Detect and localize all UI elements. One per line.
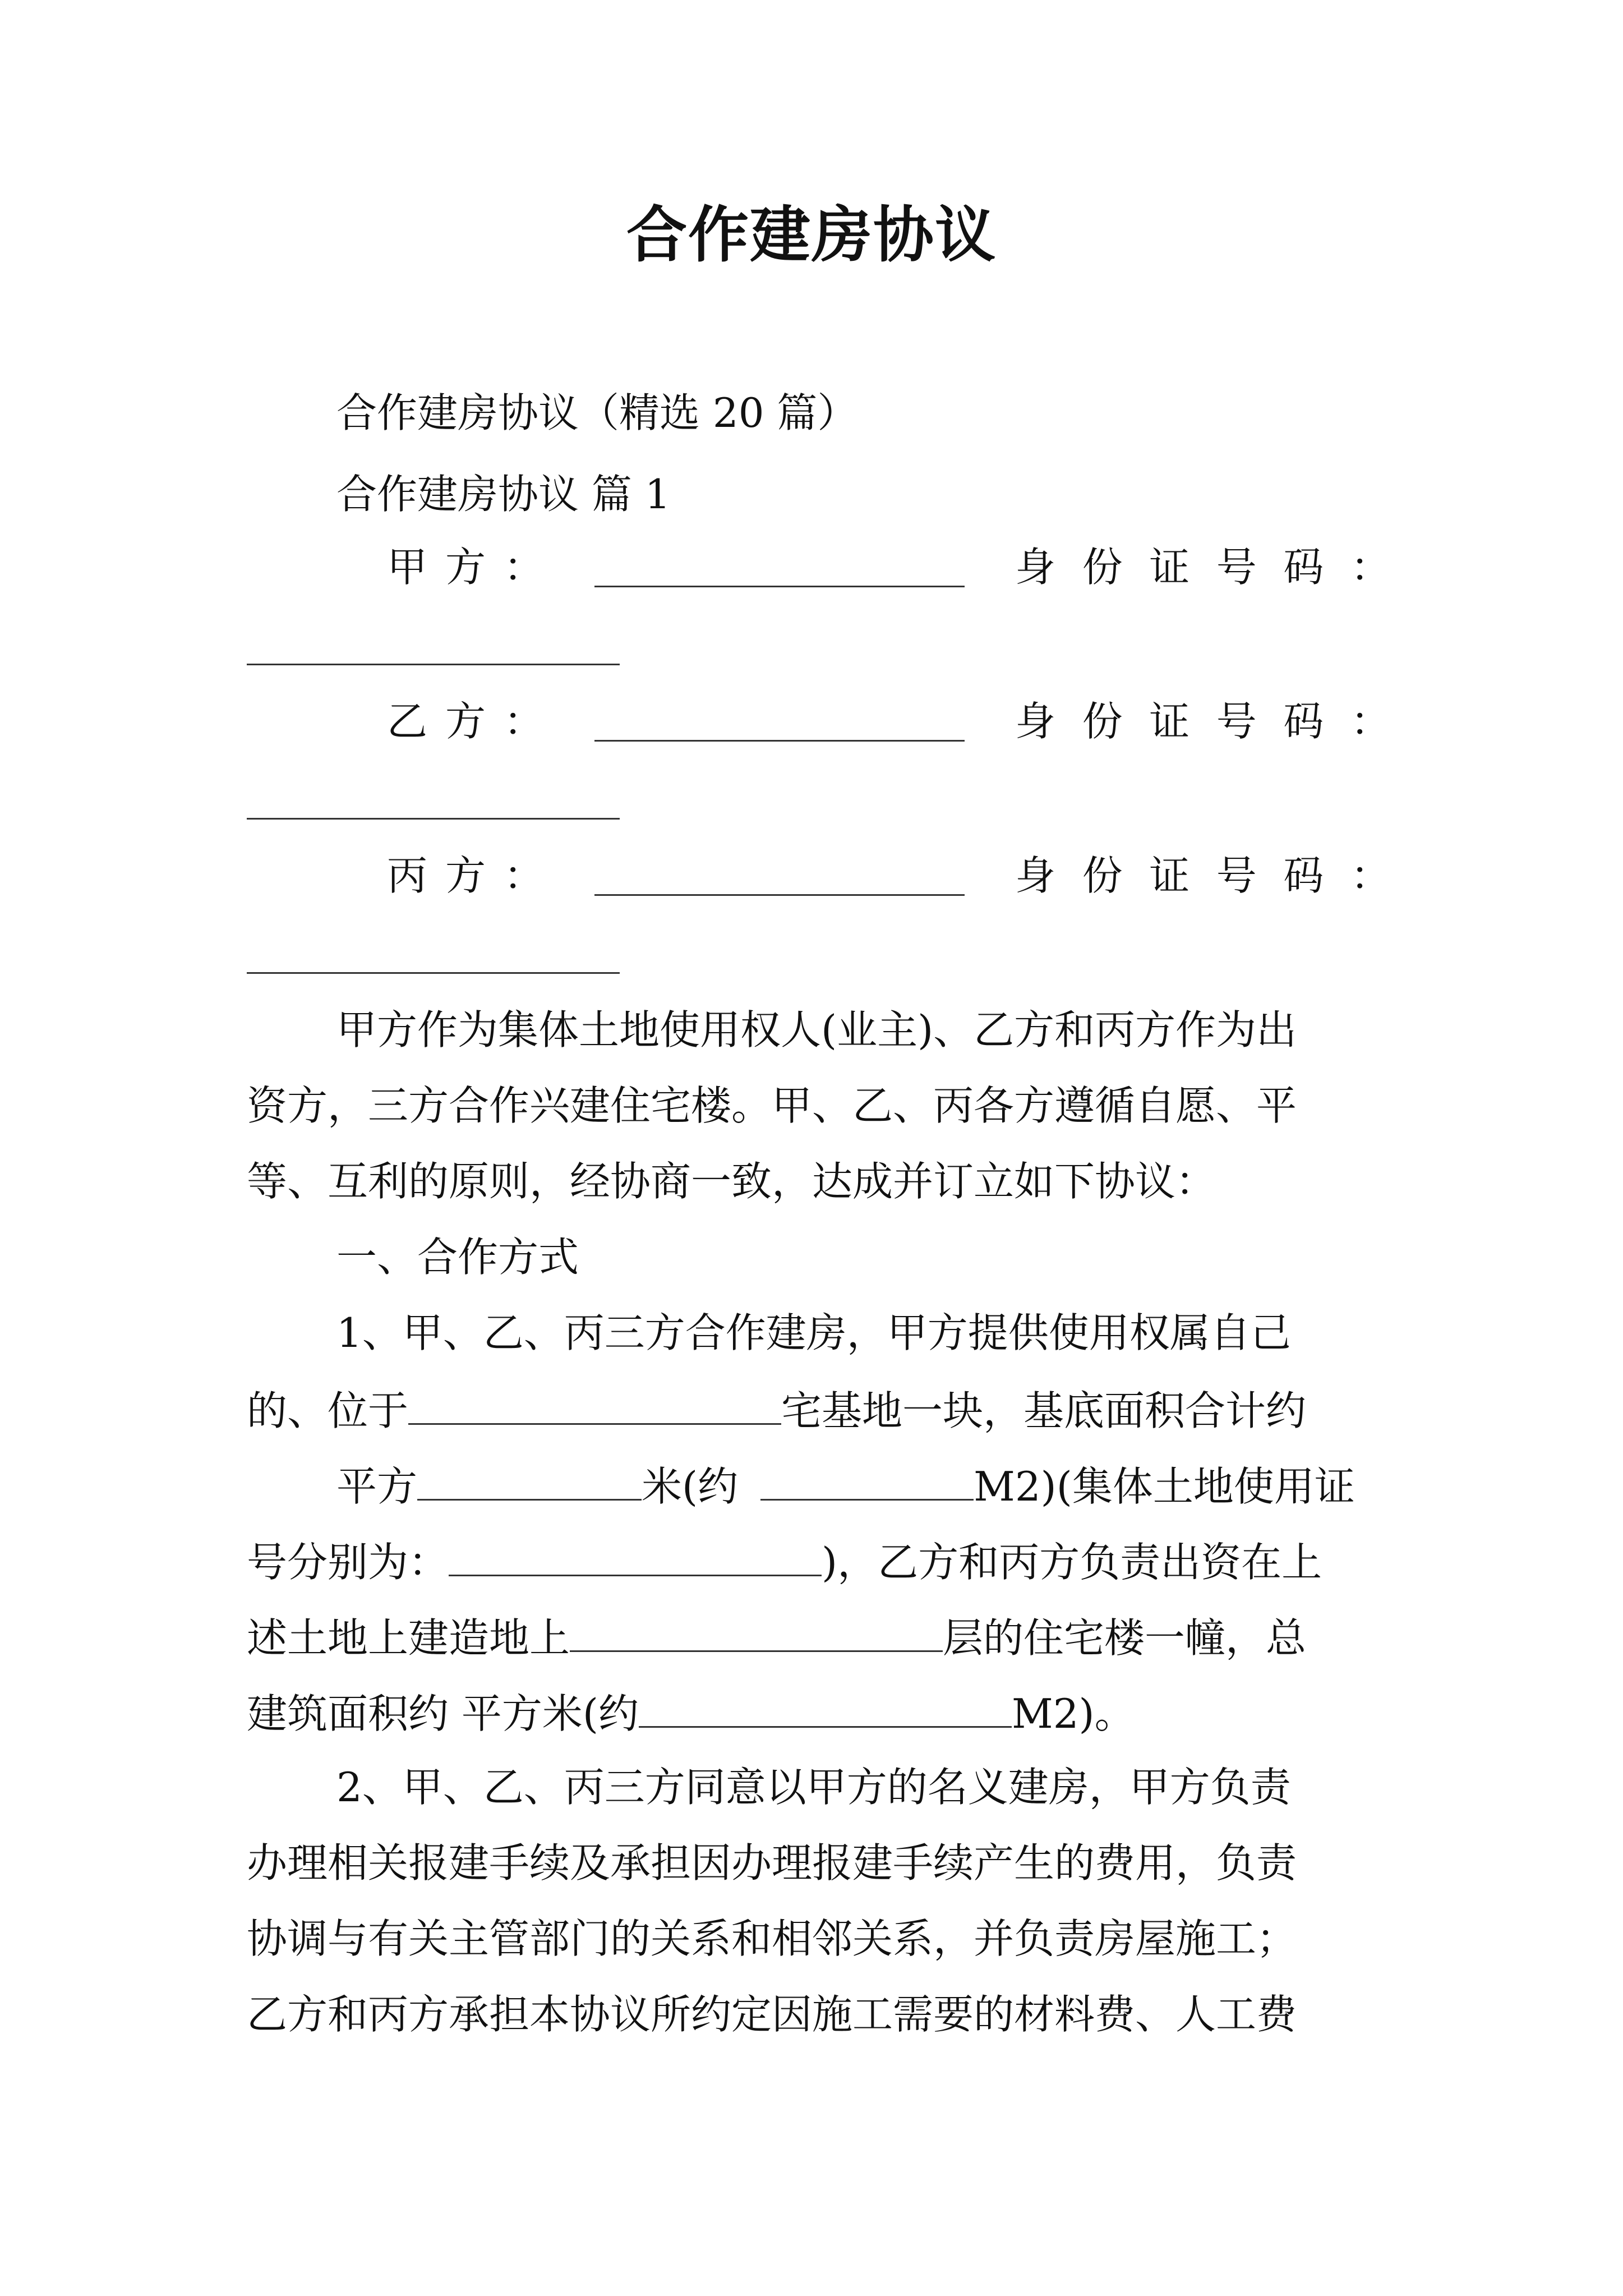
party-b-name-blank	[594, 705, 965, 742]
area-sqm-blank	[417, 1464, 642, 1501]
clause-2-line-2: 办理相关报建手续及承担因办理报建手续产生的费用，负责	[247, 1839, 1297, 1887]
document-subtitle: 合作建房协议（精选 20 篇）	[336, 389, 858, 436]
clause-2-line-4: 乙方和丙方承担本协议所约定因施工需要的材料费、人工费	[247, 1991, 1297, 2038]
clause-2-line-3: 协调与有关主管部门的关系和相邻关系，并负责房屋施工；	[247, 1915, 1297, 1962]
party-c-name-blank	[594, 859, 965, 896]
section-heading: 合作建房协议 篇 1	[336, 471, 671, 518]
clause-1-line-1: 1、甲、乙、丙三方合作建房，甲方提供使用权属自己	[336, 1309, 1291, 1356]
floors-blank	[570, 1616, 943, 1652]
party-a-name-blank	[594, 551, 965, 587]
clause-1-line-6: 建筑面积约 平方米(约 M2)。	[247, 1690, 1135, 1737]
party-a-row	[387, 544, 1391, 591]
party-a-label: 甲 方 ：	[387, 544, 544, 591]
area-m2-blank	[760, 1464, 974, 1501]
party-c-id-label: 身 份 证 号 码 ：	[1015, 852, 1391, 899]
party-c-label: 丙 方 ：	[387, 852, 544, 899]
intro-line-1: 甲方作为集体土地使用权人(业主)、乙方和丙方作为出	[336, 1006, 1297, 1053]
intro-line-2: 资方，三方合作兴建住宅楼。甲、乙、丙各方遵循自愿、平	[247, 1082, 1297, 1129]
certificate-number-blank	[449, 1540, 822, 1576]
party-a-id-label: 身 份 证 号 码 ：	[1015, 544, 1391, 591]
party-c-id-blank	[247, 972, 620, 974]
total-area-blank	[639, 1691, 1012, 1728]
party-a-id-blank	[247, 664, 620, 665]
clause-1-line-3: 平方 米(约 M2)(集体土地使用证	[336, 1463, 1355, 1510]
party-c-row	[387, 852, 1391, 899]
clause-1-line-4: 号分别为： )，乙方和丙方负责出资在上	[247, 1539, 1322, 1586]
clause-2-line-1: 2、甲、乙、丙三方同意以甲方的名义建房，甲方负责	[336, 1764, 1291, 1811]
intro-line-3: 等、互利的原则，经协商一致，达成并订立如下协议：	[247, 1158, 1216, 1205]
heading-cooperation-method: 一、合作方式	[336, 1234, 579, 1281]
party-b-id-blank	[247, 818, 620, 820]
location-blank	[408, 1388, 781, 1425]
clause-1-line-5: 述土地上建造地上 层的住宅楼一幢，总	[247, 1614, 1307, 1662]
document-title: 合作建房协议	[626, 200, 997, 270]
party-b-id-label: 身 份 证 号 码 ：	[1015, 698, 1391, 745]
party-b-row	[387, 698, 1391, 745]
party-b-label: 乙 方 ：	[387, 698, 544, 745]
clause-1-line-2: 的、位于 宅基地一块，基底面积合计约	[247, 1387, 1307, 1434]
